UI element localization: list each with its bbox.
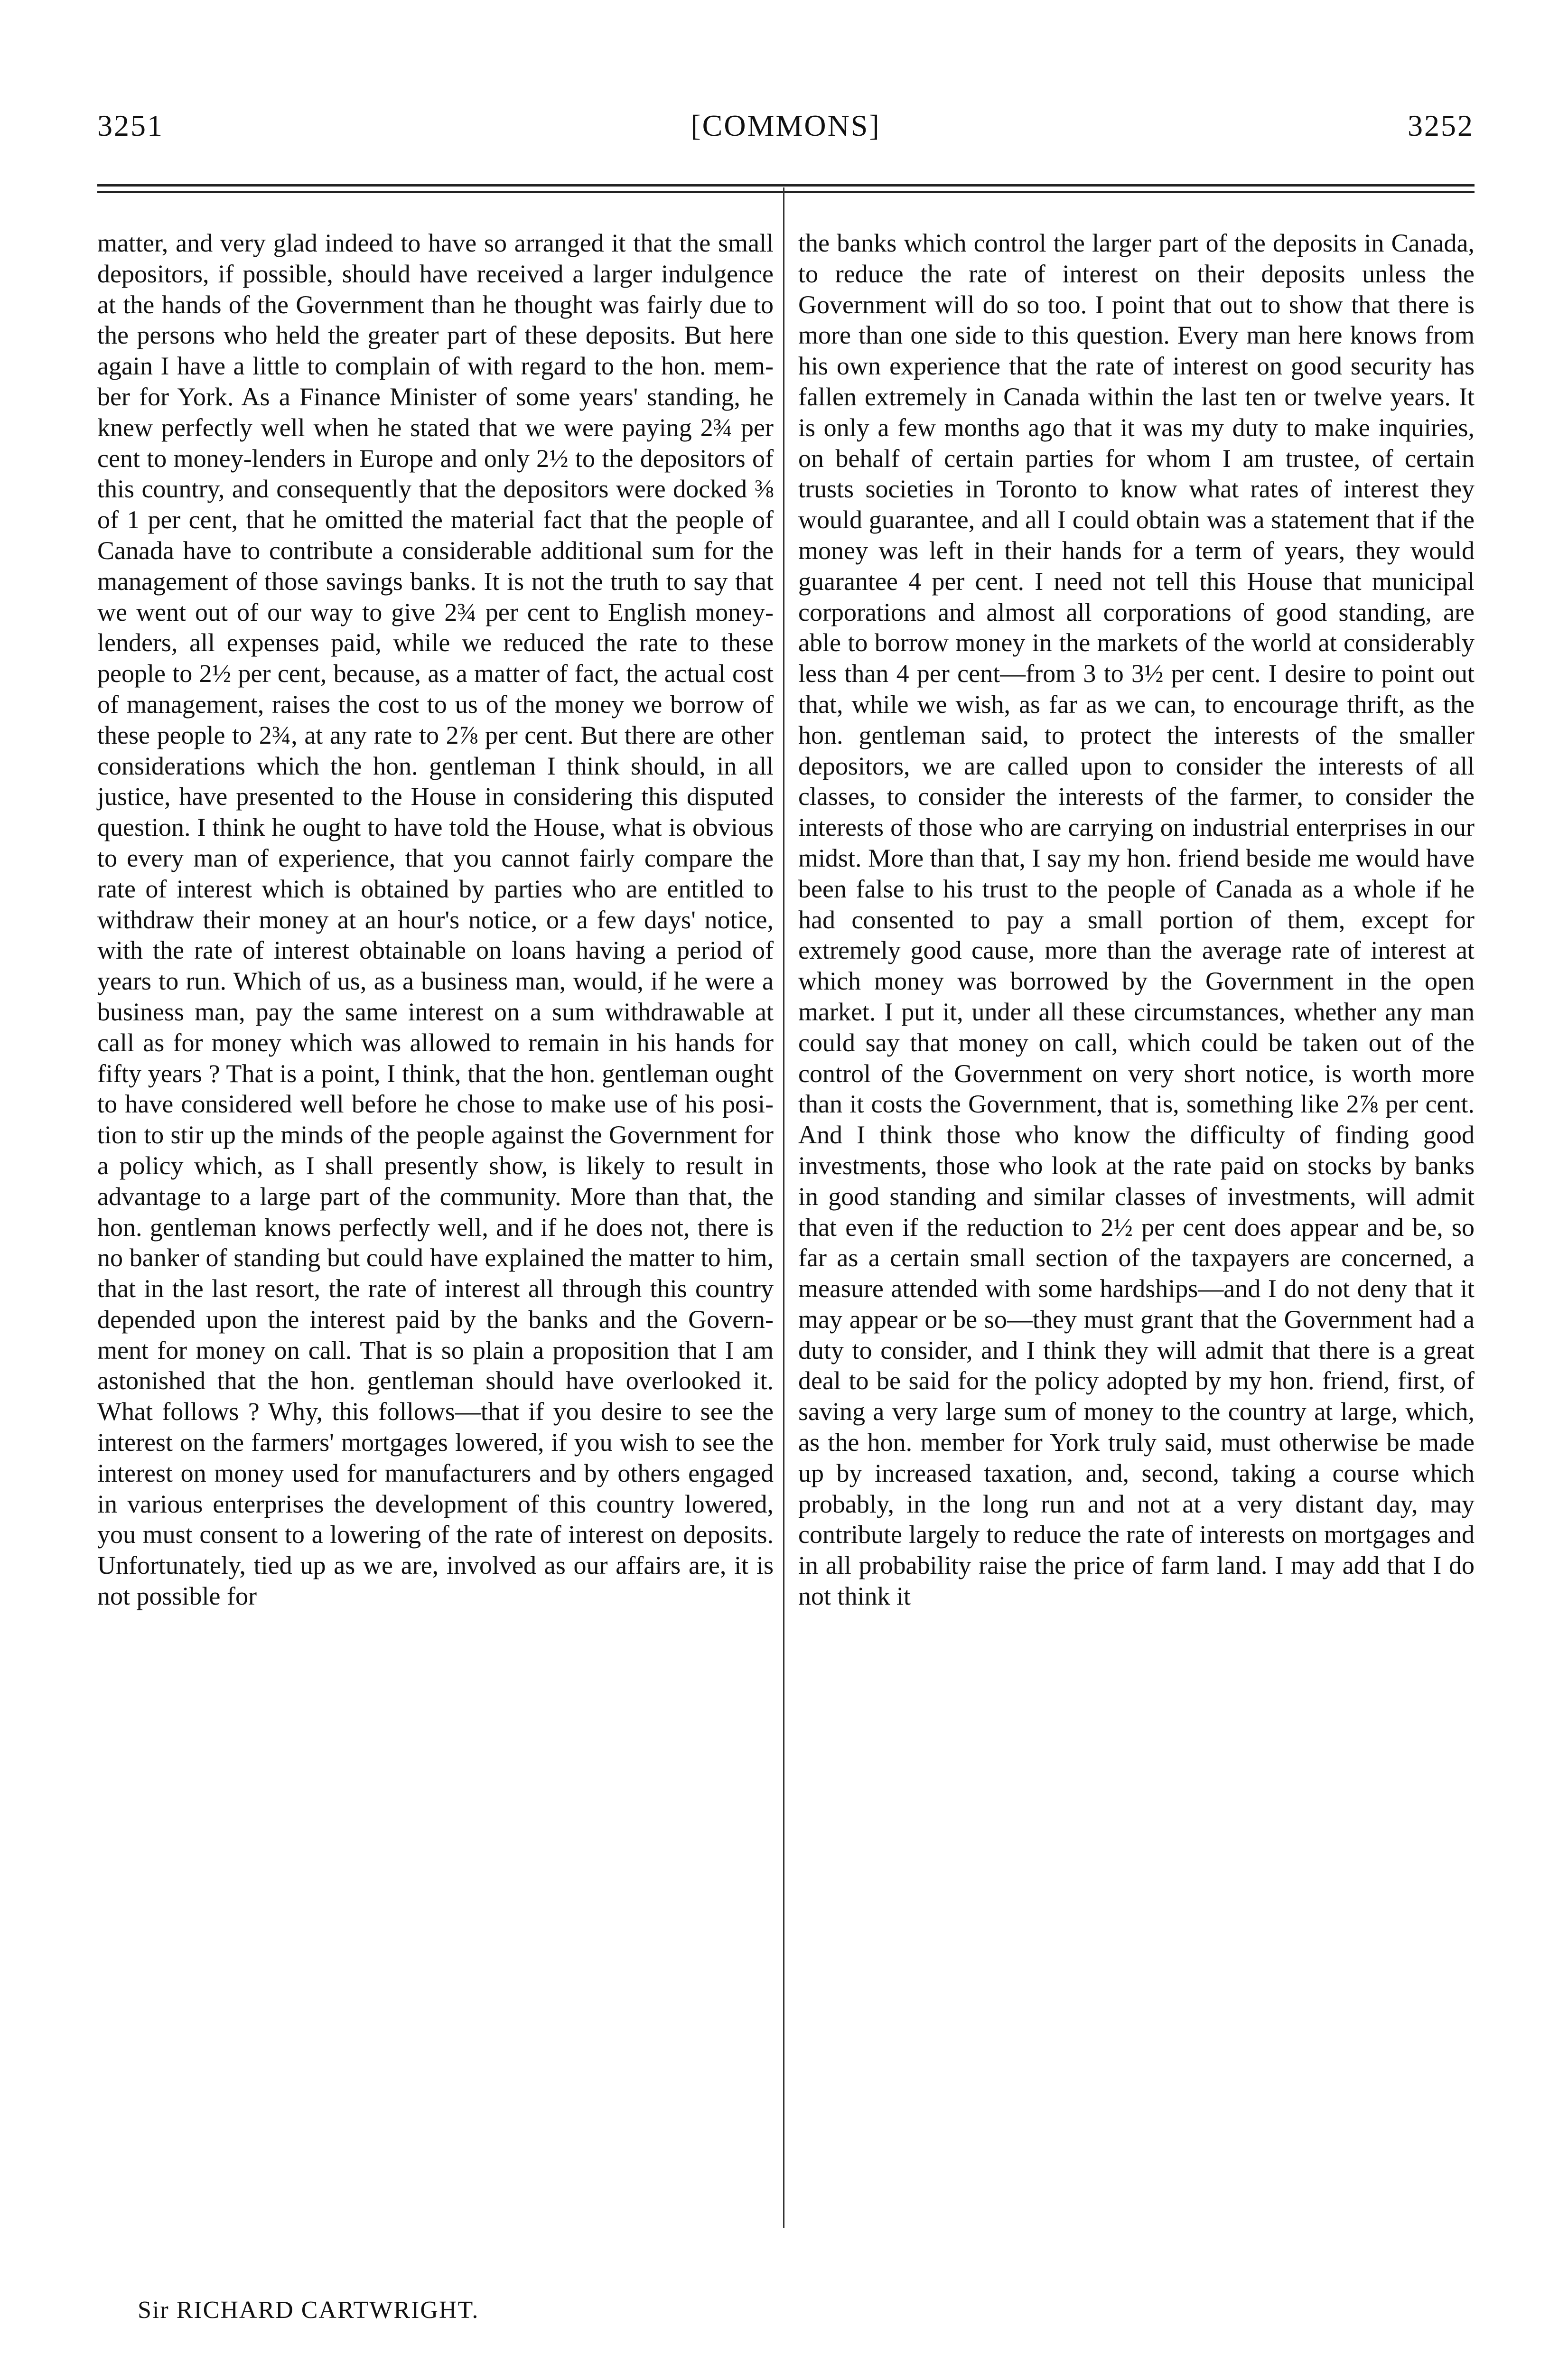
page-header xyxy=(97,108,1474,160)
page-number-right: 3252 xyxy=(1408,109,1474,142)
header-rule-top xyxy=(97,184,1475,187)
left-column-text: matter, and very glad indeed to have so arranged it that the small depositors, if possible, should have received a larger indulgence at the hands of the Government than he thought was fairly due to the persons who held the greater part of these deposits. But here again I have a little to complain of with regard to the hon. member for York. As a Finance Minister of some years' standing, he knew perfectly well when he stated that we were paying 2¾ per cent to money-lenders in Europe and only 2½ to the depositors of this country, and consequently that the depositors were docked ⅜ of 1 per cent, that he omitted the material fact that the people of Canada have to contribute a considerable additional sum for the management of those savings banks. It is not the truth to say that we went out of our way to give 2¾ per cent to English money-lenders, all expenses paid, while we reduced the rate to these people to 2½ per cent, because, as a matter of fact, the actual cost of management, raises the cost to us of the money we borrow of these people to 2¾, at any rate to 2⅞ per cent. But there are other considerations which the hon. gentleman I think should, in all justice, have presented to the House in considering this disputed question. I think he ought to have told the House, what is obvious to every man of experience, that you cannot fairly compare the rate of interest which is obtained by parties who are entitled to withdraw their money at an hour's notice, or a few days' notice, with the rate of interest obtainable on loans having a period of years to run. Which of us, as a business man, would, if he were a business man, pay the same interest on a sum withdrawable at call as for money which was allowed to remain in his hands for fifty years ? That is a point, I think, that the hon. gentleman ought to have considered well before he chose to make use of his position to stir up the minds of the people against the Government for a policy which, as I shall presently show, is likely to result in advantage to a large part of the community. More than that, the hon. gentleman knows perfectly well, and if he does not, there is no banker of standing but could have explained the matter to him, that in the last resort, the rate of interest all through this country depended upon the interest paid by the banks and the Government for money on call. That is so plain a proposition that I am astonished that the hon. gentleman should have overlooked it. What follows ? Why, this follows—that if you desire to see the interest on the farmers' mortgages lowered, if you wish to see the interest on money used for manufacturers and by others engaged in various enterprises the development of this country lowered, you must consent to a lowering of the rate of interest on deposits. Unfortunately, tied up as we are, involved as our affairs are, it is not possible for xyxy=(97,229,774,1611)
right-column-text: the banks which control the larger part of the deposits in Canada, to reduce the rate of interest on their deposits unless the Government will do so too. I point that out to show that there is more than one side to this question. Every man here knows from his own experience that the rate of interest on good security has fallen extremely in Canada within the last ten or twelve years. It is only a few months ago that it was my duty to make inquiries, on behalf of certain parties for whom I am trustee, of certain trusts societies in Toronto to know what rates of interest they would guarantee, and all I could obtain was a statement that if the money was left in their hands for a term of years, they would guarantee 4 per cent. I need not tell this House that municipal corporations and almost all corporations of good standing, are able to borrow money in the markets of the world at considerably less than 4 per cent—from 3 to 3½ per cent. I desire to point out that, while we wish, as far as we can, to encourage thrift, as the hon. gentleman said, to protect the interests of the smaller depositors, we are called upon to consider the interests of all classes, to consider the interests of the farmer, to consider the interests of those who are carrying on industrial enterprises in our midst. More than that, I say my hon. friend beside me would have been false to his trust to the people of Canada as a whole if he had consented to pay a small portion of them, except for extremely good cause, more than the average rate of interest at which money was borrowed by the Government in the open market. I put it, under all these circumstances, whether any man could say that money on call, which could be taken out of the control of the Government on very short notice, is worth more than it costs the Government, that is, something like 2⅞ per cent. And I think those who know the difficulty of finding good investments, those who look at the rate paid on stocks by banks in good standing and similar classes of investments, will admit that even if the reduction to 2½ per cent does appear and be, so far as a certain small section of the taxpayers are concerned, a measure attended with some hardships—and I do not deny that it may appear or be so—they must grant that the Government had a duty to consider, and I think they will admit that there is a great deal to be said for the policy adopted by my hon. friend, first, of saving a very large sum of money to the country at large, which, as the hon. member for York truly said, must otherwise be made up by increased taxation, and, second, taking a course which probably, in the long run and not at a very distant day, may contribute largely to reduce the rate of interests on mortgages and in all probability raise the price of farm land. I may add that I do not think it xyxy=(798,229,1475,1611)
page-title: [COMMONS] xyxy=(691,109,881,142)
header-rule-bottom xyxy=(97,191,1475,193)
right-column xyxy=(798,228,1475,1612)
page-number-left: 3251 xyxy=(97,109,164,142)
left-column xyxy=(97,228,774,1612)
speaker-footer: Sir RICHARD CARTWRIGHT. xyxy=(138,2297,479,2324)
column-divider xyxy=(783,187,784,2228)
